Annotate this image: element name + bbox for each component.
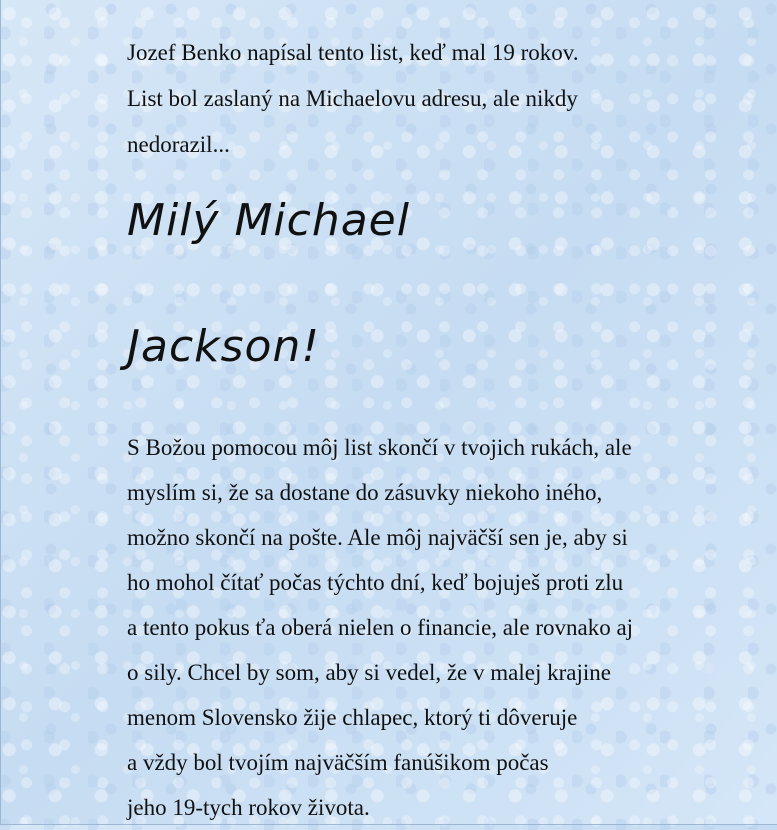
page-border-left [0,0,1,825]
body-line: možno skončí na pošte. Ale môj najväčší sen je, aby si [127,525,628,550]
body-line: a vždy bol tvojím najväčším fanúšikom počas [127,750,549,775]
intro-line: nedorazil... [127,132,230,157]
intro-line: Jozef Benko napísal tento list, keď mal 19 rokov. [127,40,579,65]
body-line: a tento pokus ťa oberá nielen o financie, ale rovnako aj [127,615,634,640]
intro-line: List bol zaslaný na Michaelovu adresu, ale nikdy [127,86,578,111]
body-line: S Božou pomocou môj list skončí v tvojich rukách, ale [127,435,632,460]
salutation-heading: Milý Michael [127,195,410,246]
body-line: o sily. Chcel by som, aby si vedel, že v malej krajine [127,660,611,685]
salutation-heading: Jackson! [127,321,320,372]
intro-paragraph [127,30,727,168]
letter-body [127,425,727,830]
body-line: myslím si, že sa dostane do zásuvky niekoho iného, [127,480,603,505]
letter-page [127,30,727,830]
body-line: menom Slovensko žije chlapec, ktorý ti dôveruje [127,705,578,730]
body-line: jeho 19-tych rokov života. [127,795,370,820]
body-line: ho mohol čítať počas týchto dní, keď bojuješ proti zlu [127,570,624,595]
